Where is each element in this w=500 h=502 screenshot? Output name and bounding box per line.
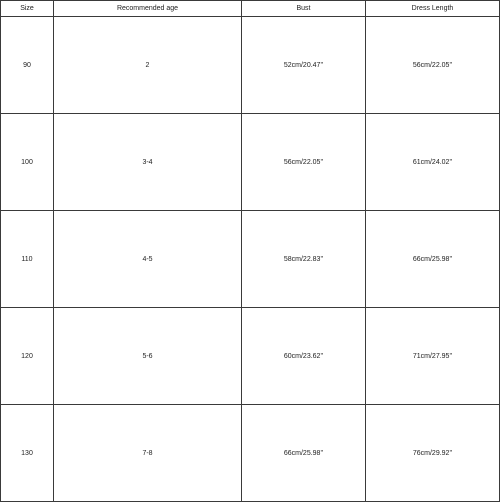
table-row — [1, 405, 500, 502]
table-row — [1, 211, 500, 308]
cell-recommended-age: 7-8 — [54, 405, 242, 502]
cell-size: 90 — [1, 17, 54, 114]
cell-bust: 58cm/22.83'' — [242, 211, 366, 308]
cell-bust: 60cm/23.62'' — [242, 308, 366, 405]
cell-dress-length: 66cm/25.98'' — [366, 211, 500, 308]
cell-recommended-age: 4-5 — [54, 211, 242, 308]
header-bust: Bust — [242, 1, 366, 17]
cell-recommended-age: 3-4 — [54, 114, 242, 211]
table-row — [1, 17, 500, 114]
header-recommended-age: Recommended age — [54, 1, 242, 17]
cell-recommended-age: 2 — [54, 17, 242, 114]
table-row — [1, 114, 500, 211]
cell-size: 110 — [1, 211, 54, 308]
header-size: Size — [1, 1, 54, 17]
cell-dress-length: 61cm/24.02'' — [366, 114, 500, 211]
table-row — [1, 308, 500, 405]
cell-size: 100 — [1, 114, 54, 211]
cell-dress-length: 71cm/27.95'' — [366, 308, 500, 405]
header-row — [1, 1, 500, 17]
cell-bust: 66cm/25.98'' — [242, 405, 366, 502]
cell-bust: 56cm/22.05'' — [242, 114, 366, 211]
header-dress-length: Dress Length — [366, 1, 500, 17]
cell-dress-length: 76cm/29.92'' — [366, 405, 500, 502]
cell-recommended-age: 5-6 — [54, 308, 242, 405]
cell-size: 120 — [1, 308, 54, 405]
cell-dress-length: 56cm/22.05'' — [366, 17, 500, 114]
cell-size: 130 — [1, 405, 54, 502]
cell-bust: 52cm/20.47'' — [242, 17, 366, 114]
